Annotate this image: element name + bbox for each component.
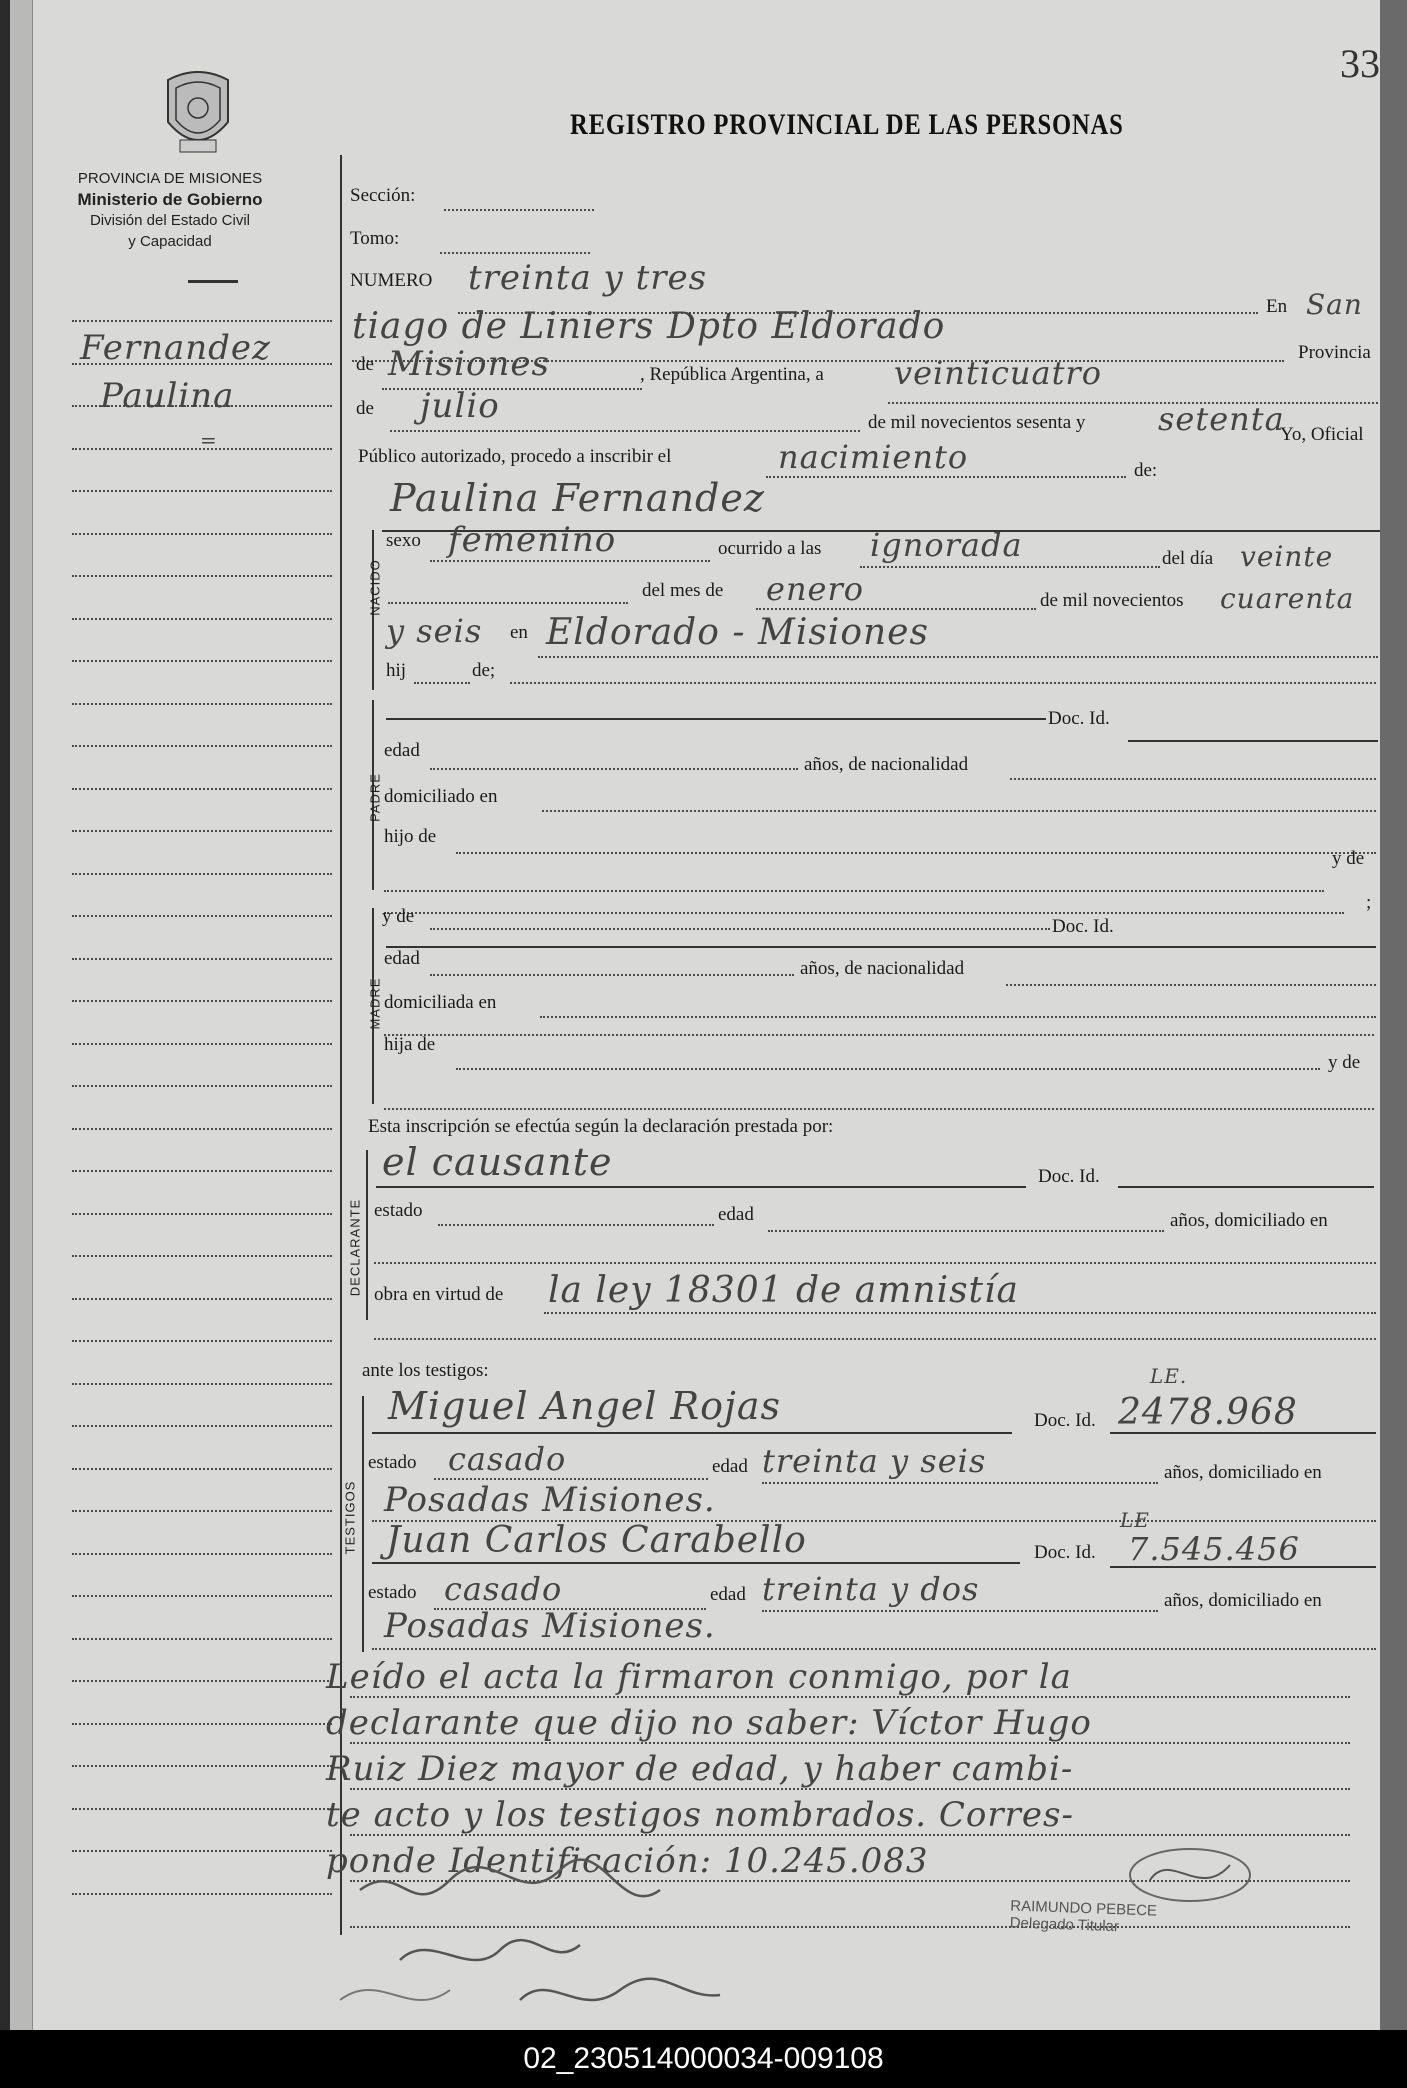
margin-rule [72,1808,332,1810]
mother-hija-label: hija de [384,1034,436,1055]
en-label: En [1266,296,1288,317]
ministry-header [50,168,290,252]
margin-rule [72,1510,332,1512]
oficial-label: Yo, Oficial [1280,424,1364,445]
closing-rule [350,1788,1350,1790]
margin-rule [72,1298,332,1300]
declarant-value: el causante [382,1140,613,1184]
mother-dom-label: domiciliada en [384,992,497,1013]
witness1-doc-value: 2478.968 [1118,1392,1298,1433]
sexo-label: sexo [386,530,421,551]
witness1-dom-value: Posadas Misiones. [384,1480,716,1520]
numero-value: treinta y tres [468,258,708,298]
place-value: tiago de Liniers Dpto Eldorado [352,306,946,347]
sesenta-label: de mil novecientos sesenta y [868,412,1086,433]
witness2-estado-value: casado [444,1570,563,1608]
witness1-name: Miguel Angel Rojas [388,1384,781,1428]
page-title: REGISTRO PROVINCIAL DE LAS PERSONAS [570,108,1124,141]
closing-rule [350,1696,1350,1698]
de-label-2: de [356,398,374,419]
margin-rule [72,703,332,705]
margin-rule [72,618,332,620]
closing-line-4: te acto y los testigos nombrados. Corres- [326,1795,1074,1835]
mother-nac-label: años, de nacionalidad [800,958,965,979]
declarant-dom-label: años, domiciliado en [1170,1210,1328,1231]
margin-rule [72,490,332,492]
margin-rule [72,1595,332,1597]
margin-rule [72,788,332,790]
margin-rule [72,575,332,577]
en-label-2: en [510,622,528,643]
margin-rule [72,830,332,832]
hij-de-label: de; [472,660,496,681]
witness2-dom-value: Posadas Misiones. [384,1606,716,1646]
margin-rule [72,1468,332,1470]
witness1-dom-label: años, domiciliado en [1164,1462,1322,1483]
birth-month-value: enero [766,570,865,608]
obra-label: obra en virtud de [374,1284,504,1305]
margin-rule [72,1850,332,1852]
margin-rule [72,1638,332,1640]
mother-doc-label: Doc. Id. [1052,916,1114,937]
closing-line-2: declarante que dijo no saber: Víctor Hugo [326,1703,1092,1743]
witness2-edad-label: edad [710,1584,746,1605]
madre-label: MADRE [367,977,383,1030]
declarant-estado-label: estado [374,1200,423,1221]
witness1-doc-prefix: LE. [1150,1364,1188,1388]
father-dom-label: domiciliado en [384,786,498,807]
de-colon-label: de: [1134,460,1158,481]
witness1-estado-value: casado [448,1440,567,1478]
closing-rule [350,1834,1350,1836]
father-hijo-label: hijo de [384,826,437,847]
division-line: División del Estado Civil [89,212,251,229]
de-label: de [356,354,374,375]
margin-rule [72,958,332,960]
margin-given-name: Paulina [100,376,235,416]
witness2-doc-prefix: LE [1120,1508,1150,1532]
ante-label: ante los testigos: [362,1360,489,1381]
month-value: julio [420,386,500,426]
declarant-edad-label: edad [718,1204,754,1225]
official-stamp [1009,1897,1157,1936]
witness2-name: Juan Carlos Carabello [386,1520,807,1561]
testigos-label: TESTIGOS [342,1480,358,1555]
declarant-doc-label: Doc. Id. [1038,1166,1100,1187]
ministry-line: Ministerio de Gobierno [77,190,263,209]
mil-novecientos-label: de mil novecientos [1040,590,1184,611]
provincial-seal-icon [158,62,238,162]
birth-year-value: cuarenta [1220,582,1355,615]
binding-edge [10,0,33,2030]
declarante-label: DECLARANTE [347,1198,363,1297]
margin-rule [72,1723,332,1725]
official-signature [1110,1840,1270,1910]
margin-rule [72,660,332,662]
witness2-estado-label: estado [368,1582,417,1603]
sex-value: femenino [448,520,617,560]
republica-label: , República Argentina, a [640,364,824,385]
closing-line-1: Leído el acta la firmaron conmigo, por la [326,1657,1072,1697]
del-dia-label: del día [1162,548,1214,569]
witness2-doc-label: Doc. Id. [1034,1542,1096,1563]
margin-rule [72,1893,332,1895]
hij-label: hij [386,660,407,681]
margin-rule [72,1383,332,1385]
mother-y-de-label: y de [382,906,415,927]
year-value: setenta [1158,400,1285,438]
date-day-value: veinticuatro [894,354,1102,392]
mother-edad-label: edad [384,948,420,969]
margin-rule [72,533,332,535]
margin-rule [72,1765,332,1767]
margin-rule [72,1170,332,1172]
margin-rule [72,1425,332,1427]
closing-rule [350,1742,1350,1744]
margin-mark: = [200,428,218,452]
birth-day-value: veinte [1240,540,1334,573]
margin-rule [72,1340,332,1342]
seccion-label: Sección: [350,185,416,206]
capacity-line: y Capacidad [128,233,212,250]
margin-surname: Fernandez [80,328,271,368]
margin-rule [72,1085,332,1087]
birth-year-value-2: y seis [386,612,483,650]
place-start: San [1306,288,1363,321]
father-edad-label: edad [384,740,420,761]
mother-y-de-label-2: y de [1328,1052,1361,1073]
birth-place-value: Eldorado - Misiones [546,612,929,653]
page-edge [1380,0,1407,2030]
witness1-edad-value: treinta y seis [762,1442,987,1480]
stamp-title: Delegado Titular [1009,1914,1120,1936]
padre-label: PADRE [367,773,383,822]
margin-rule [72,1213,332,1215]
province-value: Misiones [388,344,550,384]
witness1-edad-label: edad [712,1456,748,1477]
provincia-label: Provincia [1298,342,1371,363]
closing-line-5: ponde Identificación: 10.245.083 [326,1841,929,1881]
father-doc-label: Doc. Id. [1048,708,1110,729]
ocurrido-label: ocurrido a las [718,538,822,559]
tomo-label: Tomo: [350,228,400,249]
father-nac-label: años, de nacionalidad [804,754,969,775]
witness1-doc-label: Doc. Id. [1034,1410,1096,1431]
publico-label: Público autorizado, procedo a inscribir el [358,446,672,467]
tomo-field [440,252,590,254]
witness2-doc-value: 7.545.456 [1128,1530,1300,1568]
closing-line-3: Ruiz Diez mayor de edad, y haber cambi- [326,1749,1074,1789]
witness2-edad-value: treinta y dos [762,1570,980,1608]
numero-label: NUMERO [350,270,433,291]
father-y-de-label: y de [1332,848,1365,869]
margin-rule [72,1255,332,1257]
seccion-field [444,209,594,211]
witness2-dom-label: años, domiciliado en [1164,1590,1322,1611]
province-line: PROVINCIA DE MISIONES [77,170,263,187]
margin-rule [72,1680,332,1682]
nacido-label: NACIDO [367,559,383,616]
margin-rule [72,745,332,747]
father-semicolon: ; [1366,892,1372,913]
witness1-estado-label: estado [368,1452,417,1473]
margin-rule [72,915,332,917]
signature-scribbles [320,1850,1020,2030]
child-name-value: Paulina Fernandez [390,476,765,520]
del-mes-label: del mes de [642,580,724,601]
law-value: la ley 18301 de amnistía [548,1270,1019,1311]
register-page [10,0,1380,2030]
margin-rule [72,1128,332,1130]
inscripcion-text: Esta inscripción se efectúa según la declaración prestada por: [368,1116,834,1137]
margin-rule [72,873,332,875]
act-value: nacimiento [778,438,969,476]
file-identifier: 02_230514000034-009108 [0,2030,1407,2088]
margin-rule [72,1043,332,1045]
page-number: 33 [1340,41,1380,86]
hour-value: ignorada [870,526,1023,564]
margin-rule [72,1553,332,1555]
margin-rule [72,1000,332,1002]
margin-rule [72,320,332,322]
stamp-name: RAIMUNDO PEBECE [1010,1897,1158,1920]
